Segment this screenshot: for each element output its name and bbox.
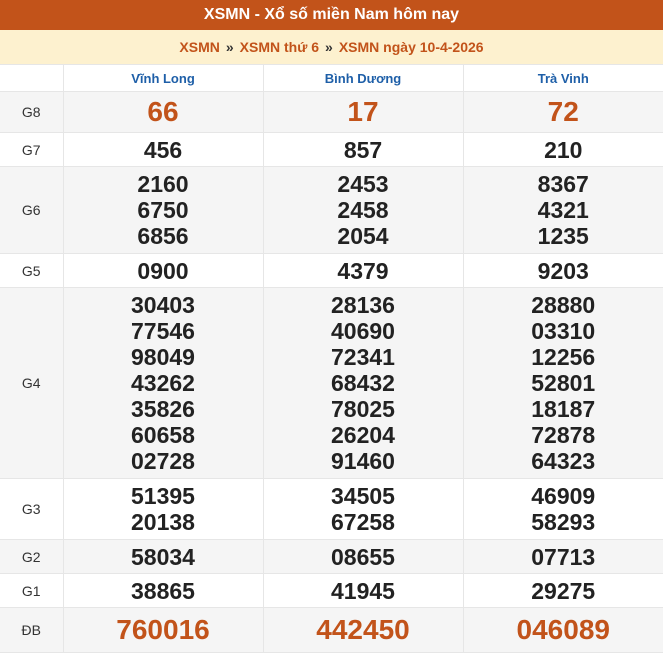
result-cell	[63, 133, 263, 167]
prize-label: G1	[0, 574, 63, 608]
prize-label: ĐB	[0, 608, 63, 653]
result-cell	[263, 540, 463, 574]
result-cell	[463, 288, 663, 479]
result-number: 34505	[264, 483, 463, 509]
prize-label: G7	[0, 133, 63, 167]
result-number: 456	[64, 137, 263, 163]
breadcrumb-link-xsmn-thu-6[interactable]: XSMN thứ 6	[240, 39, 319, 55]
result-cell	[263, 92, 463, 133]
result-number: 2458	[264, 197, 463, 223]
result-number: 72341	[264, 344, 463, 370]
result-number: 35826	[64, 396, 263, 422]
result-number: 857	[264, 137, 463, 163]
result-number: 60658	[64, 422, 263, 448]
result-cell	[63, 479, 263, 540]
result-number: 51395	[64, 483, 263, 509]
page-title-bar	[0, 0, 663, 30]
result-number: 26204	[264, 422, 463, 448]
result-number: 58293	[464, 509, 663, 535]
result-number: 38865	[64, 578, 263, 604]
result-cell	[63, 254, 263, 288]
province-header-vinh-long[interactable]	[63, 65, 263, 92]
result-number: 2453	[264, 171, 463, 197]
province-name[interactable]: Bình Dương	[325, 71, 401, 86]
prize-row-g7	[0, 133, 663, 167]
result-number: 4321	[464, 197, 663, 223]
prize-row-g1	[0, 574, 663, 608]
result-number: 9203	[464, 258, 663, 284]
prize-row-g2	[0, 540, 663, 574]
result-cell	[63, 540, 263, 574]
result-cell	[63, 288, 263, 479]
result-cell	[263, 254, 463, 288]
result-number: 20138	[64, 509, 263, 535]
special-result-cell	[63, 608, 263, 653]
breadcrumb-link-xsmn[interactable]: XSMN	[179, 39, 219, 55]
result-number: 4379	[264, 258, 463, 284]
province-header-binh-duong[interactable]	[263, 65, 463, 92]
result-number: 2160	[64, 171, 263, 197]
breadcrumb-separator: »	[325, 39, 333, 55]
prize-label: G5	[0, 254, 63, 288]
prize-label: G2	[0, 540, 63, 574]
prize-row-g6	[0, 167, 663, 254]
prize-label: G6	[0, 167, 63, 254]
result-cell	[263, 574, 463, 608]
result-number: 18187	[464, 396, 663, 422]
result-cell	[263, 479, 463, 540]
result-cell	[63, 92, 263, 133]
result-cell	[263, 288, 463, 479]
result-number: 28880	[464, 292, 663, 318]
special-result-number: 442450	[264, 617, 463, 643]
result-number: 17	[264, 99, 463, 125]
prize-row-g8	[0, 92, 663, 133]
breadcrumb-link-xsmn-date[interactable]: XSMN ngày 10-4-2026	[339, 39, 484, 55]
result-number: 67258	[264, 509, 463, 535]
result-cell	[263, 133, 463, 167]
result-number: 6856	[64, 223, 263, 249]
breadcrumb-separator: »	[226, 39, 234, 55]
result-number: 78025	[264, 396, 463, 422]
prize-label: G8	[0, 92, 63, 133]
result-number: 30403	[64, 292, 263, 318]
result-cell	[463, 92, 663, 133]
result-number: 2054	[264, 223, 463, 249]
page-title: XSMN - Xổ số miền Nam hôm nay	[204, 6, 459, 24]
result-number: 72878	[464, 422, 663, 448]
result-cell	[63, 574, 263, 608]
result-number: 28136	[264, 292, 463, 318]
result-cell	[263, 167, 463, 254]
result-cell	[463, 574, 663, 608]
province-name[interactable]: Trà Vinh	[538, 71, 589, 86]
result-number: 68432	[264, 370, 463, 396]
result-cell	[463, 254, 663, 288]
prize-row-special	[0, 608, 663, 653]
results-table	[0, 64, 663, 653]
result-number: 43262	[64, 370, 263, 396]
result-cell	[463, 167, 663, 254]
result-number: 52801	[464, 370, 663, 396]
result-number: 0900	[64, 258, 263, 284]
result-number: 08655	[264, 544, 463, 570]
result-number: 29275	[464, 578, 663, 604]
prize-label: G3	[0, 479, 63, 540]
result-number: 98049	[64, 344, 263, 370]
result-number: 12256	[464, 344, 663, 370]
result-number: 40690	[264, 318, 463, 344]
special-result-number: 760016	[64, 617, 263, 643]
header-corner-cell	[0, 65, 63, 92]
province-header-row	[0, 65, 663, 92]
special-result-number: 046089	[464, 617, 663, 643]
result-number: 91460	[264, 448, 463, 474]
province-name[interactable]: Vĩnh Long	[131, 71, 195, 86]
result-cell	[463, 479, 663, 540]
result-number: 58034	[64, 544, 263, 570]
breadcrumb	[0, 30, 663, 64]
prize-row-g5	[0, 254, 663, 288]
result-number: 46909	[464, 483, 663, 509]
result-number: 02728	[64, 448, 263, 474]
result-cell	[63, 167, 263, 254]
result-cell	[463, 133, 663, 167]
result-number: 8367	[464, 171, 663, 197]
result-number: 07713	[464, 544, 663, 570]
result-number: 41945	[264, 578, 463, 604]
special-result-cell	[463, 608, 663, 653]
result-number: 6750	[64, 197, 263, 223]
result-number: 66	[64, 99, 263, 125]
special-result-cell	[263, 608, 463, 653]
result-number: 72	[464, 99, 663, 125]
result-number: 77546	[64, 318, 263, 344]
province-header-tra-vinh[interactable]	[463, 65, 663, 92]
result-cell	[463, 540, 663, 574]
result-number: 1235	[464, 223, 663, 249]
prize-row-g3	[0, 479, 663, 540]
result-number: 03310	[464, 318, 663, 344]
result-number: 210	[464, 137, 663, 163]
prize-row-g4	[0, 288, 663, 479]
prize-label: G4	[0, 288, 63, 479]
result-number: 64323	[464, 448, 663, 474]
